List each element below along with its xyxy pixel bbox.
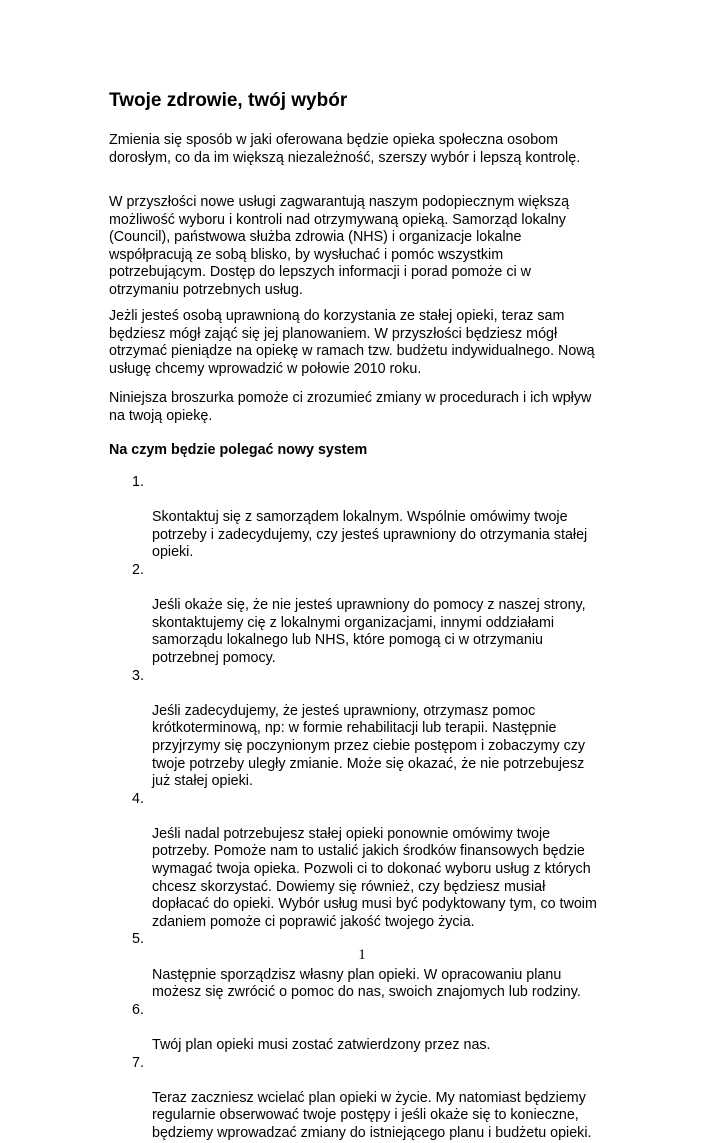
list-item [109, 474, 629, 562]
list-item [109, 791, 629, 932]
list-item [109, 668, 629, 791]
step-text: Skontaktuj się z samorządem lokalnym. Wspólnie omówimy twoje potrzeby i zadecydujemy, czy jesteś uprawniony do otrzymania stałej opieki. [152, 509, 588, 561]
step-text: Jeśli nadal potrzebujesz stałej opieki ponownie omówimy twoje potrzeby. Pomoże nam to ustalić jakich środków finansowych będzie wymagać twoja opieka. Pozwoli ci to dokonać wyboru usług z których chcesz skorzystać. Dowiemy się również, czy będziesz musiał dopłacać do opieki. Wybór usług musi być podyktowany tym, co twoim zdaniem pomoże ci poprawić jakość twojego życia. [152, 825, 597, 930]
step-text: Teraz zaczniesz wcielać plan opieki w życie. My natomiast będziemy regularnie obserwować twoje postępy i jeśli okaże się to konieczne, będziemy wprowadzać zmiany do istniejącego planu i budżetu opieki. [152, 1089, 592, 1141]
step-number: 4. [132, 790, 144, 807]
section-heading: Na czym będzie polegać nowy system [109, 442, 368, 458]
step-text: Twój plan opieki musi zostać zatwierdzony przez nas. [152, 1037, 491, 1053]
step-number: 2. [132, 561, 144, 578]
list-item [109, 1002, 629, 1055]
step-text: Następnie sporządzisz własny plan opieki. W opracowaniu planu możesz się zwrócić o pomoc do nas, swoich znajomych lub rodziny. [152, 966, 581, 1001]
steps-list [109, 474, 629, 1143]
page-title: Twoje zdrowie, twój wybór [109, 90, 348, 111]
list-item [109, 931, 629, 1001]
eligibility-paragraph: Jeżli jesteś osobą uprawnioną do korzystania ze stałej opieki, teraz sam będziesz mógł zająć się jej planowaniem. W przyszłości będziesz mógł otrzymać pieniądze na opiekę w ramach tzw. budżetu indywidualnego. Nową usługę chcemy wprowadzić w połowie 2010 roku. [109, 308, 595, 377]
list-item [109, 562, 629, 668]
page-number: 1 [358, 947, 366, 963]
brochure-paragraph: Niniejsza broszurka pomoże ci zrozumieć zmiany w procedurach i ich wpływ na twoją opiekę. [109, 390, 592, 424]
step-number: 7. [132, 1054, 144, 1071]
list-item [109, 1055, 629, 1143]
step-number: 5. [132, 931, 144, 948]
step-text: Jeśli zadecydujemy, że jesteś uprawniony, otrzymasz pomoc krótkoterminową, np: w formie rehabilitacji lub terapii. Następnie przyjrzymy się poczynionym przez ciebie postępom i zobaczymy czy twoje potrzeby uległy zmianie. Może się okazać, że nie potrzebujesz już stałej opieki. [152, 702, 586, 790]
intro-paragraph: Zmienia się sposób w jaki oferowana będzie opieka społeczna osobom dorosłym, co da im większą niezależność, szerszy wybór i lepszą kontrolę. [109, 132, 581, 166]
step-text: Jeśli okaże się, że nie jesteś uprawniony do pomocy z naszej strony, skontaktujemy cię z lokalnymi organizacjami, innymi oddziałami samorządu lokalnego lub NHS, które pomogą ci w otrzymaniu potrzebnej pomocy. [152, 597, 586, 666]
step-number: 1. [132, 474, 144, 490]
step-number: 6. [132, 1001, 144, 1018]
services-paragraph: W przyszłości nowe usługi zagwarantują naszym podopiecznym większą możliwość wyboru i kontroli nad otrzymywaną opieką. Samorząd lokalny (Council), państwowa służba zdrowia (NHS) i organizacje lokalne współpracują ze sobą blisko, by wysłuchać i pomóc wszystkim potrzebującym. Dostęp do lepszych informacji i porad pomoże ci w otrzymaniu potrzebnych usług. [109, 194, 570, 298]
step-number: 3. [132, 667, 144, 684]
